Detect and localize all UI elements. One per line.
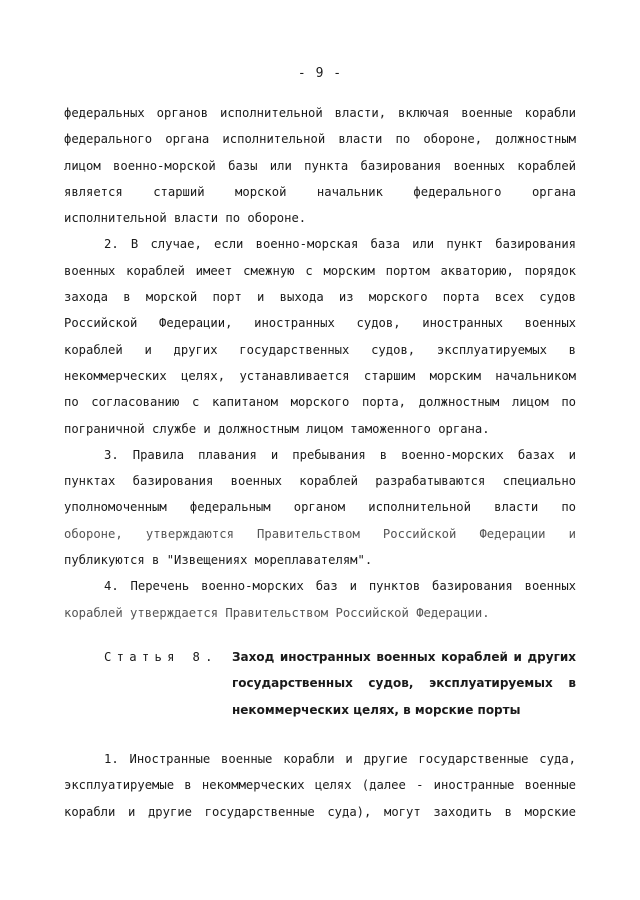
article-title-line: некоммерческих целях, в морские порты [232,702,521,717]
text-line: федерального органа исполнительной власти по обороне, должностным [64,132,576,147]
paragraph-2 [64,231,576,441]
text-line: военных кораблей имеет смежную с морским портом акваторию, порядок [64,263,576,278]
paragraph-1 [64,100,576,231]
article-body [64,746,576,825]
text-line: 1. Иностранные военные корабли и другие государственные суда, [104,752,576,766]
text-line: пунктах базирования военных кораблей разрабатываются специально [64,474,576,489]
text-line: лицом военно-морской базы или пункта базирования военных кораблей [64,158,576,173]
text-line: корабли и другие государственные суда), могут заходить в морские [64,804,576,819]
text-line: пограничной службе и должностным лицом таможенного органа. [64,421,490,436]
text-line: 2. В случае, если военно-морская база или пункт базирования [104,237,576,252]
text-line: эксплуатируемые в некоммерческих целях (далее - иностранные военные [64,778,576,793]
text-line: обороне, утверждаются Правительством Российской Федерации и [64,526,576,541]
article-label: Статья 8. [104,650,218,664]
text-line: кораблей утверждается Правительством Российской Федерации. [64,605,490,620]
text-line: 3. Правила плавания и пребывания в военно-морских базах и [104,447,576,462]
body-text [64,100,576,626]
text-line: кораблей и других государственных судов, эксплуатируемых в [64,342,576,357]
text-line: 4. Перечень военно-морских баз и пунктов базирования военных [104,579,576,594]
paragraph-4 [64,573,576,626]
text-line: является старший морской начальник федерального органа [64,184,576,199]
text-line: уполномоченным федеральным органом исполнительной власти по [64,500,576,515]
text-line: по согласованию с капитаном морского порта, должностным лицом по [64,395,576,410]
text-line: публикуются в "Извещениях мореплавателям". [64,553,373,568]
text-line: некоммерческих целях, устанавливается старшим морским начальником [64,368,576,383]
text-line: Российской Федерации, иностранных судов, иностранных военных [64,316,576,331]
text-line: захода в морской порт и выхода из морского порта всех судов [64,290,576,305]
text-line: исполнительной власти по обороне. [64,211,307,226]
article-title-line: Заход иностранных военных кораблей и других [232,650,576,664]
article-title [232,644,576,723]
article-title-line: государственных судов, эксплуатируемых в [232,676,576,691]
paragraph-3 [64,442,576,573]
page-number: - 9 - [297,66,343,81]
text-line: федеральных органов исполнительной власти, включая военные корабли [64,106,576,120]
